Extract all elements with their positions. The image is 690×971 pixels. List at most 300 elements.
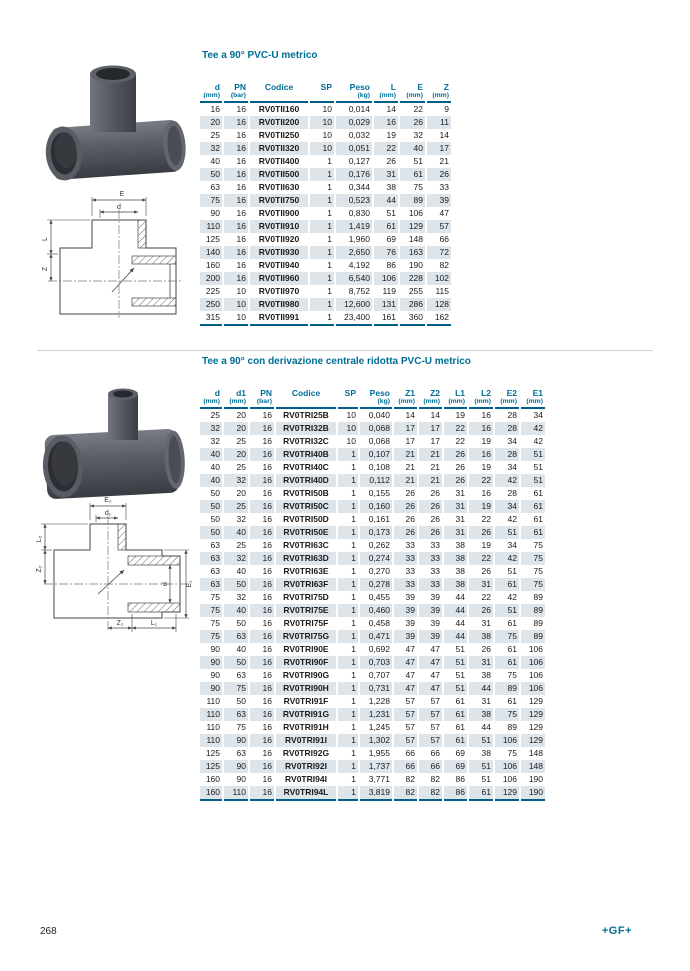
table-cell: 0,830 — [348, 208, 370, 218]
table-cell: 40 — [400, 142, 425, 155]
table-cell: 10 — [224, 298, 248, 311]
table-cell: 63 — [200, 578, 222, 591]
table-cell: RV0TRI63F — [276, 578, 336, 591]
table-cell: 11 — [427, 116, 451, 129]
table-cell: 90 — [200, 682, 222, 695]
table-cell: 110 — [200, 220, 222, 233]
table-cell: 0,278 — [360, 578, 392, 591]
table-cell: 106 — [528, 644, 543, 654]
table-cell: 57 — [430, 696, 440, 706]
table-cell: 4,192 — [348, 260, 370, 270]
table-cell: 160 — [205, 260, 220, 270]
table-cell: 16 — [250, 526, 274, 539]
table-cell: 75 — [200, 194, 222, 207]
table-cell: 0,014 — [348, 104, 370, 114]
table-cell: 160 — [205, 774, 220, 784]
table-cell: 225 — [205, 286, 220, 296]
table-cell: 1,302 — [360, 734, 392, 747]
column-header: Codice — [264, 82, 294, 92]
table-row — [200, 630, 545, 643]
table-cell: 16 — [224, 246, 248, 259]
table-cell: 1 — [338, 630, 358, 643]
table-cell: 75 — [521, 552, 545, 565]
table-cell: 33 — [419, 552, 442, 565]
table-cell: 1 — [310, 311, 334, 326]
table-cell: 14 — [405, 410, 415, 420]
table-cell: 129 — [521, 734, 545, 747]
table-row — [200, 552, 545, 565]
table-cell: 61 — [400, 168, 425, 181]
table-row — [200, 591, 545, 604]
table-cell: RV0TII750 — [250, 194, 308, 207]
table-row — [200, 565, 545, 578]
table-cell: 26 — [400, 116, 425, 129]
table-cell: 128 — [427, 298, 451, 311]
table-cell: 90 — [210, 208, 220, 218]
table-cell: 22 — [469, 552, 493, 565]
table-cell: 51 — [444, 656, 467, 669]
table-cell: 32 — [210, 436, 220, 446]
table-row — [200, 233, 451, 246]
table-cell: 102 — [427, 272, 451, 285]
table-cell: 22 — [444, 422, 467, 435]
table-cell: 10 — [310, 116, 334, 129]
table-cell: 16 — [250, 474, 274, 487]
table-row — [200, 500, 545, 513]
table-cell: 16 — [250, 422, 274, 435]
table-cell: RV0TII930 — [250, 246, 308, 259]
table-cell: 1 — [327, 156, 332, 166]
table-cell: 61 — [533, 514, 543, 524]
table-cell: 115 — [435, 286, 449, 296]
table-cell: 28 — [495, 448, 519, 461]
table-cell: RV0TRI90E — [283, 644, 329, 654]
table-cell: RV0TRI40D — [276, 474, 336, 487]
table-cell: 63 — [200, 552, 222, 565]
table-cell: 16 — [224, 142, 248, 155]
table-cell: 86 — [444, 786, 467, 801]
table-cell: 0,707 — [368, 670, 390, 680]
table-cell: 160 — [200, 786, 222, 801]
table-cell: 26 — [469, 526, 493, 539]
table-cell: 51 — [469, 734, 493, 747]
table-cell: 19 — [455, 410, 465, 420]
table-cell: 16 — [262, 540, 272, 550]
table-cell: 0,274 — [360, 552, 392, 565]
column-unit: (mm) — [469, 398, 493, 409]
table-cell: 51 — [455, 644, 465, 654]
column-header: L2 — [481, 388, 491, 398]
table-cell: 75 — [236, 722, 246, 732]
table-cell: 16 — [262, 488, 272, 498]
table-row — [200, 298, 451, 311]
table-cell: 110 — [206, 722, 220, 732]
table-cell: 0,471 — [360, 630, 392, 643]
table-cell: 1 — [351, 488, 356, 498]
table-cell: 1 — [351, 696, 356, 706]
table-cell: 75 — [200, 630, 222, 643]
table-cell: 22 — [455, 436, 465, 446]
table-cell: 0,032 — [348, 130, 370, 140]
table-cell: 90 — [236, 774, 246, 784]
dim-label-d: d — [117, 204, 121, 211]
table-cell: 0,344 — [348, 182, 370, 192]
table-cell: 106 — [408, 208, 423, 218]
table-cell: 16 — [481, 410, 491, 420]
table-cell: 0,068 — [368, 436, 390, 446]
table-cell: 47 — [419, 656, 442, 669]
table-cell: 33 — [394, 578, 417, 591]
column-unit — [250, 92, 308, 103]
table-cell: 16 — [250, 604, 274, 617]
table-cell: 57 — [427, 220, 451, 233]
table-cell: 39 — [430, 592, 440, 602]
table-cell: RV0TRI32C — [283, 436, 329, 446]
table-cell: 31 — [481, 696, 491, 706]
table-cell: 57 — [419, 734, 442, 747]
dim-label-L1: L₁ — [150, 620, 158, 627]
table-cell: RV0TRI63E — [283, 566, 329, 576]
table-cell: 44 — [455, 618, 465, 628]
column-header: E1 — [532, 388, 543, 398]
table-cell: 16 — [262, 618, 272, 628]
table-cell: 255 — [408, 286, 423, 296]
table-cell: 31 — [374, 168, 398, 181]
table-cell: 1 — [310, 194, 334, 207]
table-cell: 51 — [521, 474, 545, 487]
table-cell: 1,245 — [368, 722, 390, 732]
table-cell: 0,155 — [368, 488, 390, 498]
table-cell: 42 — [495, 474, 519, 487]
table-cell: 26 — [430, 488, 440, 498]
table-cell: 106 — [528, 670, 543, 680]
table-cell: 161 — [374, 311, 398, 326]
table-cell: 106 — [502, 774, 517, 784]
table-cell: 66 — [394, 760, 417, 773]
table-cell: 26 — [427, 168, 451, 181]
column-unit: (kg) — [360, 398, 392, 409]
table-cell: 32 — [236, 514, 246, 524]
table-cell: 131 — [374, 298, 398, 311]
column-header: L1 — [455, 388, 465, 398]
table-cell: 17 — [419, 422, 442, 435]
table-cell: 16 — [250, 500, 274, 513]
column-unit: (mm) — [427, 92, 451, 103]
table-cell: 61 — [455, 696, 465, 706]
table-cell: 39 — [405, 618, 415, 628]
table-row — [200, 116, 451, 129]
table-cell: 26 — [419, 500, 442, 513]
table-cell: 1 — [351, 644, 356, 654]
table-cell: 89 — [533, 592, 543, 602]
table-cell: 129 — [495, 786, 519, 801]
table-row — [200, 285, 451, 298]
table-cell: RV0TII160 — [258, 104, 300, 114]
table-cell: 75 — [200, 604, 222, 617]
table-cell: 16 — [250, 656, 274, 669]
table-cell: 38 — [444, 578, 467, 591]
table-row — [200, 246, 451, 259]
table-cell: 38 — [469, 708, 493, 721]
table-cell: 26 — [386, 156, 396, 166]
table-cell: 61 — [495, 578, 519, 591]
table-cell: 16 — [250, 630, 274, 643]
column-header: Z1 — [405, 388, 415, 398]
table-cell: 1 — [338, 656, 358, 669]
table-cell: 19 — [469, 500, 493, 513]
table-cell: 125 — [200, 760, 222, 773]
table-cell: 47 — [430, 670, 440, 680]
table-cell: 31 — [455, 488, 465, 498]
table-cell: 110 — [200, 734, 222, 747]
table-cell: 228 — [400, 272, 425, 285]
table-cell: RV0TII991 — [250, 311, 308, 326]
table-row — [200, 461, 545, 474]
table-cell: 26 — [405, 514, 415, 524]
table-cell: 1 — [338, 708, 358, 721]
table-cell: 57 — [419, 708, 442, 721]
table-cell: RV0TRI75G — [276, 630, 336, 643]
table-cell: 32 — [200, 142, 222, 155]
table-row — [200, 487, 545, 500]
table-row — [200, 129, 451, 142]
table-row — [200, 181, 451, 194]
table-cell: 10 — [346, 410, 356, 420]
table-cell: RV0TRI91I — [276, 734, 336, 747]
table-cell: 40 — [210, 156, 220, 166]
table-cell: 1 — [351, 540, 356, 550]
table-cell: 61 — [444, 734, 467, 747]
table-cell: 1 — [338, 604, 358, 617]
table-cell: 89 — [521, 604, 545, 617]
column-header: Peso — [369, 388, 390, 398]
table-cell: 47 — [405, 670, 415, 680]
table-cell: 19 — [386, 130, 396, 140]
table-cell: 20 — [224, 422, 248, 435]
table-cell: RV0TRI90H — [276, 682, 336, 695]
table-cell: 33 — [439, 182, 449, 192]
table-cell: RV0TRI50D — [283, 514, 329, 524]
table-cell: 20 — [236, 410, 246, 420]
table-cell: 50 — [236, 696, 246, 706]
table-cell: 0,176 — [336, 168, 372, 181]
table-cell: RV0TRI50B — [283, 488, 329, 498]
table-cell: 75 — [210, 592, 220, 602]
table-cell: 40 — [200, 448, 222, 461]
table-cell: 75 — [224, 682, 248, 695]
table-cell: 125 — [205, 234, 220, 244]
table-cell: 44 — [455, 592, 465, 602]
table-cell: 129 — [528, 696, 543, 706]
table-cell: 0,692 — [368, 644, 390, 654]
table-cell: RV0TRI90G — [282, 670, 330, 680]
table-cell: 110 — [206, 696, 220, 706]
column-header: SP — [344, 388, 356, 398]
table-cell: 39 — [427, 194, 451, 207]
table-cell: 17 — [430, 436, 440, 446]
column-unit: (mm) — [200, 398, 222, 409]
table-cell: 106 — [495, 760, 519, 773]
table-cell: 16 — [262, 696, 272, 706]
table-cell: 16 — [236, 182, 246, 192]
column-header: Z — [443, 82, 449, 92]
table-cell: 90 — [224, 760, 248, 773]
table-cell: 40 — [210, 462, 220, 472]
column-unit: (mm) — [224, 398, 248, 409]
table-cell: 1,231 — [360, 708, 392, 721]
table-cell: 16 — [224, 220, 248, 233]
table-cell: RV0TRI91G — [276, 708, 336, 721]
table-cell: 38 — [455, 540, 465, 550]
table-cell: RV0TRI92I — [276, 760, 336, 773]
table-row — [200, 103, 451, 116]
table-cell: 50 — [224, 656, 248, 669]
dim-label-E: E — [119, 191, 125, 198]
table-cell: 1 — [327, 286, 332, 296]
table-cell: 90 — [210, 644, 220, 654]
table-cell: 16 — [250, 734, 274, 747]
table-cell: 28 — [507, 488, 517, 498]
table-cell: 51 — [507, 566, 517, 576]
table-cell: 22 — [469, 474, 493, 487]
table-cell: 57 — [405, 722, 415, 732]
table-cell: 82 — [405, 774, 415, 784]
table-row — [200, 220, 451, 233]
table-cell: RV0TRI91F — [283, 696, 329, 706]
dim-label-d1: d₁ — [104, 510, 112, 517]
table-cell: 19 — [481, 540, 491, 550]
table-cell: 6,540 — [336, 272, 372, 285]
table-cell: 16 — [236, 104, 246, 114]
table-cell: 47 — [394, 682, 417, 695]
column-header: PN — [260, 388, 272, 398]
table-cell: 125 — [205, 748, 220, 758]
table-cell: 51 — [533, 462, 543, 472]
table-cell: 40 — [236, 644, 246, 654]
table-cell: RV0TII320 — [250, 142, 308, 155]
table-cell: 38 — [386, 182, 396, 192]
table-cell: 32 — [224, 552, 248, 565]
table-cell: 26 — [444, 448, 467, 461]
table-cell: 1 — [338, 500, 358, 513]
table-cell: 16 — [250, 760, 274, 773]
table-cell: 110 — [224, 786, 248, 801]
table-cell: RV0TII500 — [250, 168, 308, 181]
table-cell: 40 — [224, 604, 248, 617]
table-row — [200, 409, 545, 422]
table-cell: 0,029 — [336, 116, 372, 129]
table-cell: 1 — [338, 474, 358, 487]
table-cell: 61 — [507, 696, 517, 706]
table-cell: 39 — [419, 604, 442, 617]
table-cell: 2,650 — [336, 246, 372, 259]
column-unit — [310, 92, 334, 103]
table-cell: 51 — [413, 156, 423, 166]
table-cell: 0,173 — [360, 526, 392, 539]
table-cell: 148 — [528, 748, 543, 758]
table-cell: 66 — [430, 748, 440, 758]
table-cell: 39 — [405, 592, 415, 602]
table-cell: RV0TRI50E — [276, 526, 336, 539]
column-unit: (mm) — [495, 398, 519, 409]
table-cell: 16 — [250, 786, 274, 801]
table-cell: 63 — [236, 748, 246, 758]
table-cell: 44 — [374, 194, 398, 207]
table-cell: 50 — [210, 488, 220, 498]
table-cell: 42 — [507, 592, 517, 602]
table-cell: 190 — [521, 786, 545, 801]
table-cell: 10 — [236, 286, 246, 296]
table-cell: 1,737 — [360, 760, 392, 773]
table-cell: 75 — [521, 578, 545, 591]
table-cell: 1 — [351, 670, 356, 680]
table-cell: 32 — [236, 592, 246, 602]
column-unit: (mm) — [521, 398, 545, 409]
table-cell: 10 — [322, 104, 332, 114]
table-cell: 190 — [408, 260, 423, 270]
table-cell: 51 — [455, 670, 465, 680]
column-header: SP — [320, 82, 332, 92]
dim-label-E2: E₂ — [104, 497, 112, 504]
table-cell: 40 — [236, 566, 246, 576]
table-cell: 0,107 — [360, 448, 392, 461]
table-cell: 1 — [351, 618, 356, 628]
table-cell: 0,112 — [360, 474, 392, 487]
table-cell: 1,228 — [368, 696, 390, 706]
table-cell: 47 — [430, 644, 440, 654]
table-cell: RV0TII960 — [250, 272, 308, 285]
table-cell: 1 — [310, 272, 334, 285]
table-cell: 47 — [439, 208, 449, 218]
table-cell: 286 — [400, 298, 425, 311]
table-cell: 10 — [346, 436, 356, 446]
table-cell: 20 — [200, 116, 222, 129]
table-cell: 0,523 — [336, 194, 372, 207]
table-row — [200, 708, 545, 721]
table-cell: 3,771 — [368, 774, 390, 784]
table-cell: 26 — [394, 500, 417, 513]
table-cell: 1 — [338, 552, 358, 565]
table-row — [200, 539, 545, 552]
table-cell: 129 — [400, 220, 425, 233]
table-cell: 32 — [413, 130, 423, 140]
table-cell: RV0TRI40B — [276, 448, 336, 461]
table-cell: 33 — [419, 578, 442, 591]
table-row — [200, 513, 545, 526]
table-row — [200, 194, 451, 207]
table-cell: 106 — [495, 734, 519, 747]
column-unit — [338, 398, 358, 409]
table-cell: 17 — [394, 422, 417, 435]
table-cell: 16 — [210, 104, 220, 114]
table-cell: 190 — [528, 774, 543, 784]
table-cell: 1 — [351, 748, 356, 758]
table-cell: 39 — [394, 630, 417, 643]
table-cell: 63 — [210, 566, 220, 576]
table-cell: 1 — [310, 168, 334, 181]
table-cell: 21 — [405, 462, 415, 472]
table-cell: 42 — [533, 436, 543, 446]
table-cell: 75 — [495, 630, 519, 643]
column-header: E — [417, 82, 423, 92]
column-unit: (mm) — [400, 92, 425, 103]
table-cell: 16 — [250, 708, 274, 721]
table-cell: 66 — [419, 760, 442, 773]
table-row — [200, 604, 545, 617]
table-cell: 61 — [455, 722, 465, 732]
table-cell: 0,160 — [360, 500, 392, 513]
table-cell: 19 — [481, 436, 491, 446]
